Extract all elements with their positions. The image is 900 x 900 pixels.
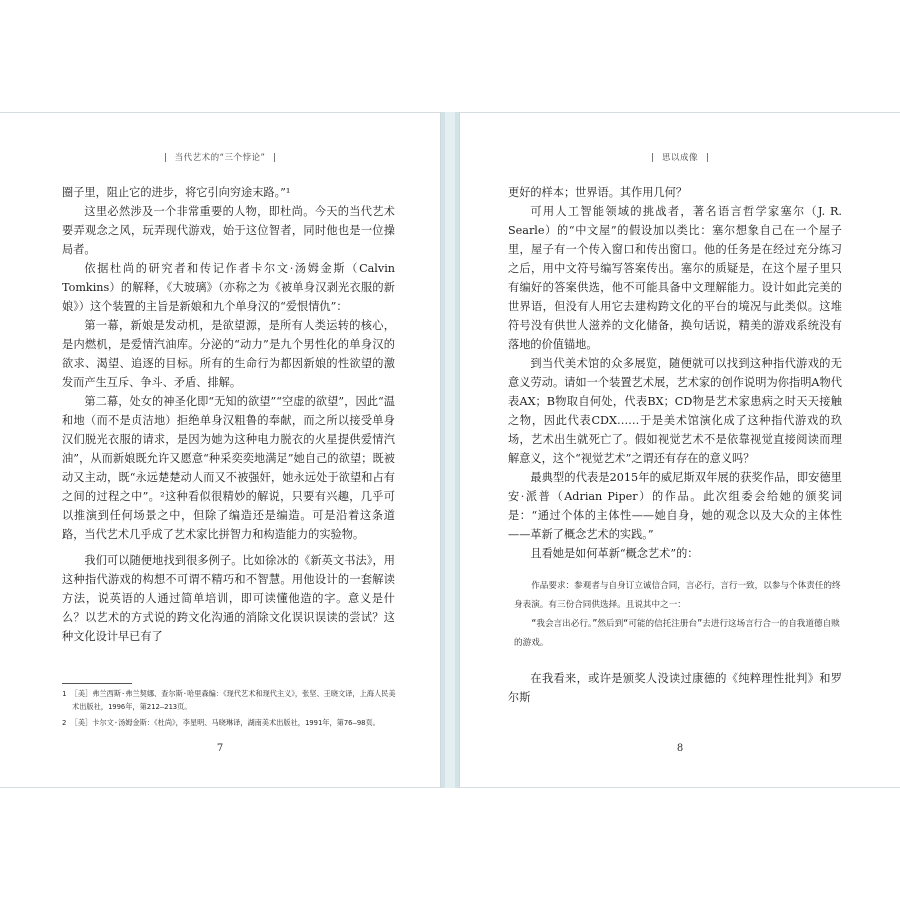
left-paragraph-5: 第二幕，处女的神圣化即“无知的欲望”“空虚的欲望”，因此“温和地（而不是贞洁地）拒绝单身汉粗鲁的奉献，而之所以接受单身汉们脱光衣服的请求，是因为她为这种电力脱衣的火星提供爱情汽油”，从而新娘既允许又愿意“种采奕奕地满足”她自己的欲望；既被动又主动，既“永远楚楚动人而又不被强奸，她永远处于欲望和占有之间的过程之中”。²这种看似很精妙的解说，只要有兴趣，几乎可以推演到任何场景之中，但除了编造还是编造。可是沿着这条道路，当代艺术几乎成了艺术家比拼智力和构造能力的实验物。 [62, 395, 395, 541]
left-paragraph-6: 我们可以随便地找到很多例子。比如徐冰的《新英文书法》，用这种指代游戏的构想不可谓不精巧和不智慧。用他设计的一套解读方法，说英语的人通过简单培训，即可读懂他造的字。意义是什么？以艺术的方式说的跨文化沟通的消除文化误识误读的尝试？这种文化设计早已有了 [62, 554, 395, 643]
page-number-left: 7 [216, 743, 224, 754]
right-paragraph-1: 更好的样本；世界语。其作用几何？ [508, 186, 688, 199]
right-page-body [508, 183, 842, 707]
left-paragraph-3: 依据杜尚的研究者和传记作者卡尔文·汤姆金斯（Calvin Tomkins）的解释，《大玻璃》（亦称之为《被单身汉剥光衣服的新娘》）这个装置的主旨是新娘和九个单身汉的“爱恨情仇”： [62, 262, 395, 313]
footnote-rule [62, 683, 132, 684]
left-page-body [62, 183, 395, 646]
gutter-shade-left [441, 112, 445, 788]
right-paragraph-2: 可用人工智能领域的挑战者，著名语言哲学家塞尔（J. R. Searle）的“中文屋”的假设加以类比：塞尔想象自己在一个屋子里，屋子有一个传入窗口和传出窗口。他的任务是在经过充分练习之后，用中文符号编写答案传出。塞尔的质疑是，在这个屋子里只有编好的答案供选，他不可能具备中文理解能力。设计如此完美的世界语，但没有人用它去建构跨文化的平台的境况与此类似。这堆符号没有供世人滋养的文化储备，换句话说，精美的游戏系统没有落地的价值锚地。 [508, 205, 842, 351]
left-paragraph-4: 第一幕，新娘是发动机，是欲望源，是所有人类运转的核心，是内燃机，是爱情汽油库。分泌的“动力”是九个男性化的单身汉的欲求、渴望、追逐的目标。所有的生命行为都因新娘的性欲望的激发而产生互斥、争斗、矛盾、排解。 [62, 319, 395, 389]
right-paragraph-5: 且看她是如何革新“概念艺术”的： [530, 547, 699, 560]
quote-line-1: 作品要求：参观者与自身订立诚信合同，言必行，言行一致，以参与个体责任的终身表演。有三份合同供选择。且说其中之一： [514, 581, 841, 610]
quote-line-2: “我会言出必行。”然后到“可能的信托注册台”去进行这场言行合一的自我道德自赎的游戏。 [514, 619, 840, 648]
footnote-1: 1 ［美］弗兰西斯·弗兰契娜、查尔斯·哈里森编：《现代艺术和现代主义》，张坚、王晓文译，上海人民美术出版社，1996年，第212—213页。 [62, 689, 396, 711]
running-head-left-text: 当代艺术的“三个悖论” [174, 153, 266, 163]
header-divider-left-b [274, 153, 275, 162]
right-paragraph-3: 到当代美术馆的众多展览，随便就可以找到这种指代游戏的无意义劳动。请如一个装置艺术展，艺术家的创作说明为你指明A物代表AX；B物取自何处，代表BX；CD物是艺术家患病之时天天接触之物，因此代表CDX……于是美术馆演化成了这种指代游戏的玖场，艺术出生就死亡了。假如视觉艺术不是依靠视觉直接阅读而理解意义，这个“视觉艺术”之谓还有存在的意义吗？ [508, 357, 842, 465]
page-number-right: 8 [676, 743, 684, 754]
footnote-2: 2 ［美］卡尔文·汤姆金斯：《杜尚》，李星明、马晓琳译，湖南美术出版社，1991年，第76—98页。 [62, 718, 380, 727]
left-paragraph-2: 这里必然涉及一个非常重要的人物，即杜尚。今天的当代艺术要弄观念之风，玩弄现代游戏，始于这位智者，同时他也是一位操局者。 [62, 205, 395, 256]
block-quote [508, 577, 842, 653]
running-head-right-text: 思以成像 [661, 153, 698, 163]
left-paragraph-1: 圈子里，阻止它的进步，将它引向穷途末路。”¹ [62, 186, 291, 199]
header-divider-left-a [165, 153, 166, 162]
running-head-left [0, 151, 440, 163]
footnotes [62, 687, 398, 732]
header-divider-right-b [707, 153, 708, 162]
right-page [459, 112, 900, 788]
left-page [0, 112, 441, 788]
book-gutter [441, 112, 459, 788]
running-head-right [460, 151, 900, 163]
right-paragraph-6: 在我看来，或许是颁奖人没读过康德的《纯粹理性批判》和罗尔斯 [508, 672, 842, 704]
header-divider-right-a [652, 153, 653, 162]
right-paragraph-4: 最典型的代表是2015年的威尼斯双年展的获奖作品，即安德里安·派普（Adrian Piper）的作品。此次组委会给她的颁奖词是：“通过个体的主体性——她自身，她的观念以及大众的主体性——革新了概念艺术的实践。” [508, 471, 842, 541]
